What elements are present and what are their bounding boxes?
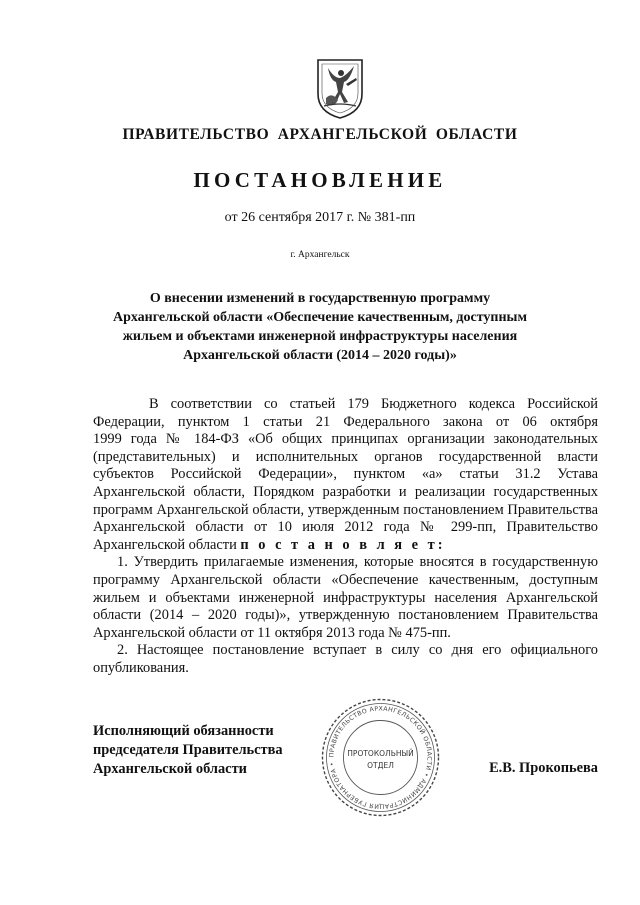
item-1-line: программу Архангельской области «Обеспечение качественным, доступным xyxy=(93,571,598,588)
body-line: Архангельской области, Порядком разработки и реализации государственных xyxy=(93,483,598,500)
subject-line: Архангельской области (2014 – 2020 годы)» xyxy=(183,348,457,363)
body-line: Федерации, пунктом 1 статьи 21 Федерального закона от 06 октября xyxy=(93,413,598,430)
decree-colon: : xyxy=(437,536,443,553)
body-line-decree xyxy=(93,537,598,555)
position-line: председателя Правительства xyxy=(93,742,283,758)
position-line: Исполняющий обязанности xyxy=(93,723,274,739)
body-line: 1999 года № 184-ФЗ «Об общих принципах организации законодательных xyxy=(93,431,598,448)
item-1-line: области (2014 – 2020 годы)», утвержденную постановлением Правительства xyxy=(93,607,598,624)
item-1-line: 1. Утвердить прилагаемые изменения, которые вносятся в государственную xyxy=(117,554,598,571)
body-line: (представительных) и исполнительных органов государственной власти xyxy=(93,448,598,465)
body-line: программ Архангельской области, утвержденным постановлением Правительства xyxy=(93,501,598,518)
body-line: В соответствии со статьей 179 Бюджетного кодекса Российской xyxy=(149,396,598,412)
document-date-number: от 26 сентября 2017 г. № 381-пп xyxy=(224,210,416,225)
signatory-position xyxy=(93,722,283,779)
stamp-center-line: ОТДЕЛ xyxy=(367,761,394,770)
document-body xyxy=(93,396,598,678)
stamp-center-line: ПРОТОКОЛЬНЫЙ xyxy=(347,749,414,758)
official-stamp xyxy=(318,695,443,820)
document-subject xyxy=(100,289,540,365)
signatory-name: Е.В. Прокопьева xyxy=(489,760,598,776)
subject-line: Архангельской области «Обеспечение качественным, доступным xyxy=(112,310,528,325)
position-line: Архангельской области xyxy=(93,761,247,777)
subject-line: жильем и объектами инженерной инфраструктуры населения xyxy=(122,329,518,344)
item-1-line: Архангельской области от 11 октября 2013 года № 475-пп. xyxy=(93,624,451,641)
government-title: ПРАВИТЕЛЬСТВО АРХАНГЕЛЬСКОЙ ОБЛАСТИ xyxy=(122,126,518,143)
coat-of-arms-icon xyxy=(316,58,364,120)
body-line: субъектов Российской Федерации», пунктом «а» статьи 31.2 Устава xyxy=(93,466,598,483)
item-1-line: жильем и объектами инженерной инфраструктуры населения Архангельской xyxy=(93,589,598,606)
document-city: г. Архангельск xyxy=(290,250,350,260)
item-2-line: опубликования. xyxy=(93,659,189,676)
stamp-ring-text: ПРАВИТЕЛЬСТВО АРХАНГЕЛЬСКОЙ ОБЛАСТИ • АДМИНИСТРАЦИЯ ГУБЕРНАТОРА • xyxy=(328,705,433,810)
document-type: ПОСТАНОВЛЕНИЕ xyxy=(193,168,447,192)
body-line: Архангельской области xyxy=(93,536,237,553)
body-line: Архангельской области от 10 июля 2012 года № 299-пп, Правительство xyxy=(93,519,598,536)
item-2-line: 2. Настоящее постановление вступает в силу со дня его официального xyxy=(117,642,598,659)
subject-line: О внесении изменений в государственную программу xyxy=(149,291,491,306)
decree-word: п о с т а н о в л я е т xyxy=(240,536,438,553)
